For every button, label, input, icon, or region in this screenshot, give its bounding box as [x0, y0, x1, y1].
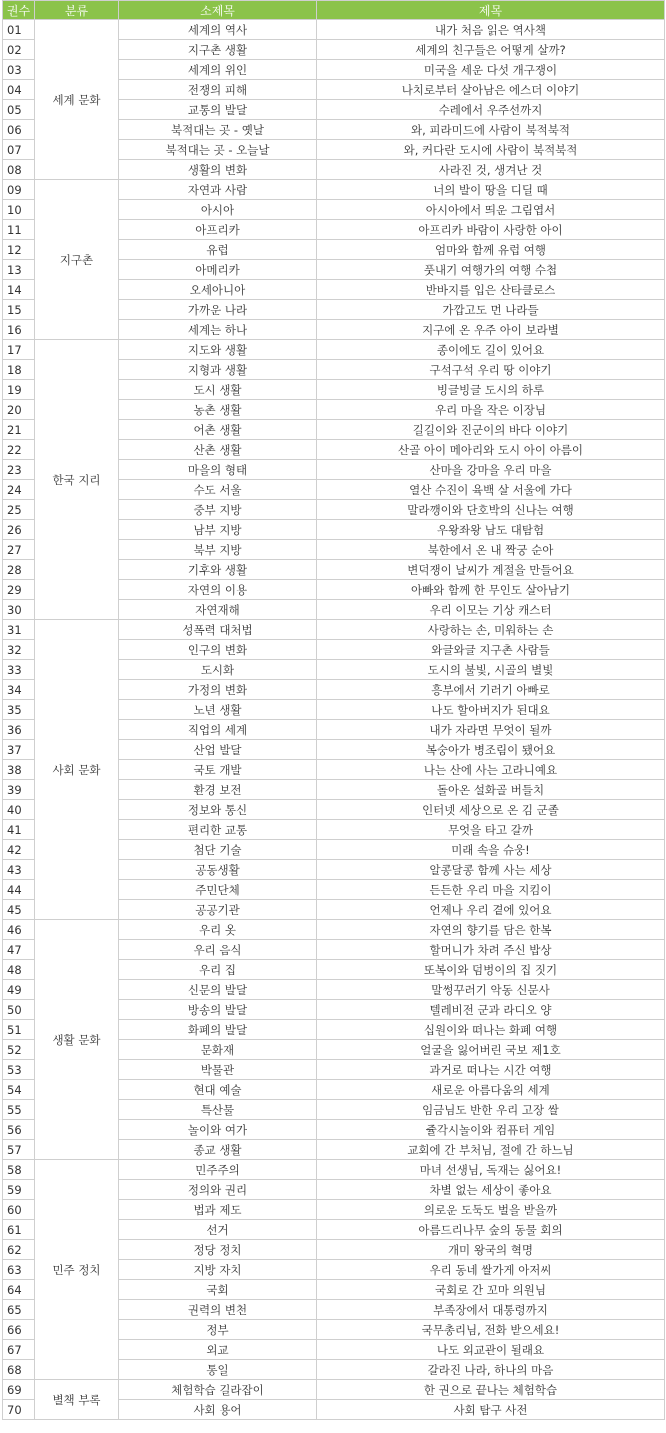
subtitle-cell: 문화재 — [119, 1040, 317, 1060]
subtitle-cell: 중부 지방 — [119, 500, 317, 520]
subtitle-cell: 우리 옷 — [119, 920, 317, 940]
volume-number: 58 — [3, 1160, 35, 1180]
subtitle-cell: 국토 개발 — [119, 760, 317, 780]
table-row — [3, 1380, 665, 1400]
volume-number: 12 — [3, 240, 35, 260]
title-cell: 든든한 우리 마을 지킴이 — [317, 880, 665, 900]
category-cell: 한국 지리 — [35, 340, 119, 620]
volume-number: 22 — [3, 440, 35, 460]
title-cell: 마녀 선생님, 독재는 싫어요! — [317, 1160, 665, 1180]
volume-number: 51 — [3, 1020, 35, 1040]
title-cell: 말라깽이와 단호박의 신나는 여행 — [317, 500, 665, 520]
volume-number: 09 — [3, 180, 35, 200]
volume-number: 49 — [3, 980, 35, 1000]
title-cell: 무엇을 타고 갈까 — [317, 820, 665, 840]
volume-number: 03 — [3, 60, 35, 80]
volume-number: 01 — [3, 20, 35, 40]
title-cell: 사회 탐구 사전 — [317, 1400, 665, 1420]
title-cell: 아프리카 바람이 사랑한 아이 — [317, 220, 665, 240]
title-cell: 나도 할아버지가 된대요 — [317, 700, 665, 720]
header-title: 제목 — [317, 1, 665, 20]
title-cell: 북한에서 온 내 짝궁 순아 — [317, 540, 665, 560]
volume-number: 11 — [3, 220, 35, 240]
title-cell: 새로운 아름다움의 세계 — [317, 1080, 665, 1100]
volume-number: 39 — [3, 780, 35, 800]
volume-number: 41 — [3, 820, 35, 840]
subtitle-cell: 생활의 변화 — [119, 160, 317, 180]
volume-number: 08 — [3, 160, 35, 180]
volume-number: 55 — [3, 1100, 35, 1120]
volume-number: 60 — [3, 1200, 35, 1220]
table-header-row — [3, 1, 665, 20]
volume-number: 19 — [3, 380, 35, 400]
title-cell: 내가 처음 읽은 역사책 — [317, 20, 665, 40]
volume-number: 33 — [3, 660, 35, 680]
title-cell: 흥부에서 기러기 아빠로 — [317, 680, 665, 700]
volume-number: 70 — [3, 1400, 35, 1420]
volume-number: 07 — [3, 140, 35, 160]
category-cell: 사회 문화 — [35, 620, 119, 920]
volume-number: 14 — [3, 280, 35, 300]
volume-number: 25 — [3, 500, 35, 520]
title-cell: 수레에서 우주선까지 — [317, 100, 665, 120]
title-cell: 쥴각시놀이와 컴퓨터 게임 — [317, 1120, 665, 1140]
subtitle-cell: 마을의 형태 — [119, 460, 317, 480]
subtitle-cell: 직업의 세계 — [119, 720, 317, 740]
subtitle-cell: 세계의 역사 — [119, 20, 317, 40]
title-cell: 개미 왕국의 혁명 — [317, 1240, 665, 1260]
title-cell: 과거로 떠나는 시간 여행 — [317, 1060, 665, 1080]
volume-number: 31 — [3, 620, 35, 640]
volume-number: 65 — [3, 1300, 35, 1320]
volume-number: 15 — [3, 300, 35, 320]
table-row — [3, 1160, 665, 1180]
title-cell: 교회에 간 부처님, 절에 간 하느님 — [317, 1140, 665, 1160]
title-cell: 갈라진 나라, 하나의 마음 — [317, 1360, 665, 1380]
volume-number: 66 — [3, 1320, 35, 1340]
subtitle-cell: 가정의 변화 — [119, 680, 317, 700]
volume-number: 54 — [3, 1080, 35, 1100]
title-cell: 도시의 불빛, 시골의 별빛 — [317, 660, 665, 680]
title-cell: 아름드리나무 숲의 동물 회의 — [317, 1220, 665, 1240]
title-cell: 텔레비전 군과 라디오 양 — [317, 1000, 665, 1020]
subtitle-cell: 편리한 교통 — [119, 820, 317, 840]
subtitle-cell: 박물관 — [119, 1060, 317, 1080]
subtitle-cell: 놀이와 여가 — [119, 1120, 317, 1140]
title-cell: 언제나 우리 곁에 있어요 — [317, 900, 665, 920]
title-cell: 우리 마을 작은 이장님 — [317, 400, 665, 420]
volume-number: 24 — [3, 480, 35, 500]
title-cell: 와, 피라미드에 사람이 북적북적 — [317, 120, 665, 140]
title-cell: 열산 수진이 육백 살 서울에 가다 — [317, 480, 665, 500]
volume-number: 43 — [3, 860, 35, 880]
title-cell: 세계의 친구들은 어떻게 살까? — [317, 40, 665, 60]
subtitle-cell: 가까운 나라 — [119, 300, 317, 320]
title-cell: 나도 외교관이 될래요 — [317, 1340, 665, 1360]
volume-number: 32 — [3, 640, 35, 660]
volume-number: 20 — [3, 400, 35, 420]
subtitle-cell: 북부 지방 — [119, 540, 317, 560]
subtitle-cell: 신문의 발달 — [119, 980, 317, 1000]
volume-number: 48 — [3, 960, 35, 980]
subtitle-cell: 산업 발달 — [119, 740, 317, 760]
category-cell: 별책 부록 — [35, 1380, 119, 1420]
subtitle-cell: 어촌 생활 — [119, 420, 317, 440]
subtitle-cell: 인구의 변화 — [119, 640, 317, 660]
volume-number: 16 — [3, 320, 35, 340]
subtitle-cell: 국회 — [119, 1280, 317, 1300]
volume-number: 36 — [3, 720, 35, 740]
volume-number: 52 — [3, 1040, 35, 1060]
volume-number: 42 — [3, 840, 35, 860]
subtitle-cell: 정의와 권리 — [119, 1180, 317, 1200]
title-cell: 산골 아이 메아리와 도시 아이 아름이 — [317, 440, 665, 460]
subtitle-cell: 지구촌 생활 — [119, 40, 317, 60]
title-cell: 지구에 온 우주 아이 보라별 — [317, 320, 665, 340]
title-cell: 와, 커다란 도시에 사람이 북적북적 — [317, 140, 665, 160]
volume-number: 38 — [3, 760, 35, 780]
title-cell: 사라진 것, 생겨난 것 — [317, 160, 665, 180]
title-cell: 길길이와 진군이의 바다 이야기 — [317, 420, 665, 440]
volume-number: 45 — [3, 900, 35, 920]
volume-number: 10 — [3, 200, 35, 220]
subtitle-cell: 사회 용어 — [119, 1400, 317, 1420]
subtitle-cell: 전쟁의 피해 — [119, 80, 317, 100]
subtitle-cell: 방송의 발달 — [119, 1000, 317, 1020]
title-cell: 나는 산에 사는 고라니예요 — [317, 760, 665, 780]
title-cell: 돌아온 설화골 버들치 — [317, 780, 665, 800]
subtitle-cell: 도시화 — [119, 660, 317, 680]
subtitle-cell: 선거 — [119, 1220, 317, 1240]
subtitle-cell: 첨단 기술 — [119, 840, 317, 860]
subtitle-cell: 남부 지방 — [119, 520, 317, 540]
subtitle-cell: 자연의 이용 — [119, 580, 317, 600]
title-cell: 미국을 세운 다섯 개구쟁이 — [317, 60, 665, 80]
title-cell: 변덕쟁이 날씨가 계절을 만들어요 — [317, 560, 665, 580]
volume-number: 27 — [3, 540, 35, 560]
subtitle-cell: 북적대는 곳 - 옛날 — [119, 120, 317, 140]
title-cell: 우리 동네 쌀가게 아저씨 — [317, 1260, 665, 1280]
volume-number: 63 — [3, 1260, 35, 1280]
volume-number: 67 — [3, 1340, 35, 1360]
subtitle-cell: 지형과 생활 — [119, 360, 317, 380]
title-cell: 산마을 강마을 우리 마을 — [317, 460, 665, 480]
title-cell: 말썽꾸러기 악동 신문사 — [317, 980, 665, 1000]
volume-number: 26 — [3, 520, 35, 540]
table-row — [3, 20, 665, 40]
table-row — [3, 620, 665, 640]
volume-number: 47 — [3, 940, 35, 960]
title-cell: 임금님도 반한 우리 고장 쌀 — [317, 1100, 665, 1120]
subtitle-cell: 환경 보전 — [119, 780, 317, 800]
subtitle-cell: 성폭력 대처법 — [119, 620, 317, 640]
volume-number: 28 — [3, 560, 35, 580]
title-cell: 반바지를 입은 산타클로스 — [317, 280, 665, 300]
subtitle-cell: 교통의 발달 — [119, 100, 317, 120]
header-category: 분류 — [35, 1, 119, 20]
title-cell: 미래 속을 슈웅! — [317, 840, 665, 860]
volume-number: 23 — [3, 460, 35, 480]
subtitle-cell: 정당 정치 — [119, 1240, 317, 1260]
table-row — [3, 340, 665, 360]
title-cell: 아시아에서 띄운 그림엽서 — [317, 200, 665, 220]
subtitle-cell: 북적대는 곳 - 오늘날 — [119, 140, 317, 160]
subtitle-cell: 아메리카 — [119, 260, 317, 280]
subtitle-cell: 특산물 — [119, 1100, 317, 1120]
title-cell: 또복이와 덤벙이의 집 짓기 — [317, 960, 665, 980]
subtitle-cell: 주민단체 — [119, 880, 317, 900]
title-cell: 구석구석 우리 땅 이야기 — [317, 360, 665, 380]
subtitle-cell: 민주주의 — [119, 1160, 317, 1180]
volume-number: 56 — [3, 1120, 35, 1140]
subtitle-cell: 산촌 생활 — [119, 440, 317, 460]
volume-number: 62 — [3, 1240, 35, 1260]
category-cell: 민주 정치 — [35, 1160, 119, 1380]
volume-number: 29 — [3, 580, 35, 600]
subtitle-cell: 외교 — [119, 1340, 317, 1360]
volume-number: 69 — [3, 1380, 35, 1400]
table-row — [3, 920, 665, 940]
title-cell: 풋내기 여행가의 여행 수첩 — [317, 260, 665, 280]
volume-number: 44 — [3, 880, 35, 900]
volume-number: 02 — [3, 40, 35, 60]
subtitle-cell: 도시 생활 — [119, 380, 317, 400]
subtitle-cell: 우리 음식 — [119, 940, 317, 960]
subtitle-cell: 자연재해 — [119, 600, 317, 620]
title-cell: 의로운 도둑도 벌을 받을까 — [317, 1200, 665, 1220]
subtitle-cell: 종교 생활 — [119, 1140, 317, 1160]
title-cell: 인터넷 세상으로 온 김 군졸 — [317, 800, 665, 820]
volume-number: 64 — [3, 1280, 35, 1300]
subtitle-cell: 통일 — [119, 1360, 317, 1380]
volume-number: 50 — [3, 1000, 35, 1020]
subtitle-cell: 공공기관 — [119, 900, 317, 920]
title-cell: 할머니가 차려 주신 밥상 — [317, 940, 665, 960]
subtitle-cell: 법과 제도 — [119, 1200, 317, 1220]
volume-number: 21 — [3, 420, 35, 440]
subtitle-cell: 아프리카 — [119, 220, 317, 240]
volume-number: 35 — [3, 700, 35, 720]
title-cell: 내가 자라면 무엇이 될까 — [317, 720, 665, 740]
subtitle-cell: 체험학습 길라잡이 — [119, 1380, 317, 1400]
volume-number: 13 — [3, 260, 35, 280]
title-cell: 부족장에서 대통령까지 — [317, 1300, 665, 1320]
title-cell: 자연의 향기를 담은 한복 — [317, 920, 665, 940]
volume-number: 46 — [3, 920, 35, 940]
title-cell: 종이에도 길이 있어요 — [317, 340, 665, 360]
title-cell: 국회로 간 꼬마 의원님 — [317, 1280, 665, 1300]
volume-number: 68 — [3, 1360, 35, 1380]
title-cell: 우리 이모는 기상 캐스터 — [317, 600, 665, 620]
subtitle-cell: 유럽 — [119, 240, 317, 260]
subtitle-cell: 권력의 변천 — [119, 1300, 317, 1320]
subtitle-cell: 공동생활 — [119, 860, 317, 880]
category-cell: 세계 문화 — [35, 20, 119, 180]
subtitle-cell: 아시아 — [119, 200, 317, 220]
volume-number: 57 — [3, 1140, 35, 1160]
subtitle-cell: 자연과 사람 — [119, 180, 317, 200]
subtitle-cell: 세계는 하나 — [119, 320, 317, 340]
title-cell: 사랑하는 손, 미워하는 손 — [317, 620, 665, 640]
category-cell: 지구촌 — [35, 180, 119, 340]
subtitle-cell: 지방 자치 — [119, 1260, 317, 1280]
subtitle-cell: 우리 집 — [119, 960, 317, 980]
title-cell: 알콩달콩 함께 사는 세상 — [317, 860, 665, 880]
title-cell: 우왕좌왕 남도 대탐험 — [317, 520, 665, 540]
title-cell: 차별 없는 세상이 좋아요 — [317, 1180, 665, 1200]
header-volume: 권수 — [3, 1, 35, 20]
volume-number: 37 — [3, 740, 35, 760]
volume-number: 59 — [3, 1180, 35, 1200]
volume-number: 40 — [3, 800, 35, 820]
subtitle-cell: 농촌 생활 — [119, 400, 317, 420]
title-cell: 국무총리님, 전화 받으세요! — [317, 1320, 665, 1340]
title-cell: 너의 발이 땅을 디딜 때 — [317, 180, 665, 200]
subtitle-cell: 화폐의 발달 — [119, 1020, 317, 1040]
volume-number: 34 — [3, 680, 35, 700]
subtitle-cell: 지도와 생활 — [119, 340, 317, 360]
volume-number: 53 — [3, 1060, 35, 1080]
volume-number: 18 — [3, 360, 35, 380]
subtitle-cell: 정부 — [119, 1320, 317, 1340]
subtitle-cell: 수도 서울 — [119, 480, 317, 500]
title-cell: 엄마와 함께 유럽 여행 — [317, 240, 665, 260]
volume-number: 06 — [3, 120, 35, 140]
header-subtitle: 소제목 — [119, 1, 317, 20]
title-cell: 얼굴을 잃어버린 국보 제1호 — [317, 1040, 665, 1060]
title-cell: 한 권으로 끝나는 체험학습 — [317, 1380, 665, 1400]
table-body — [3, 20, 665, 1420]
book-list-table — [2, 0, 665, 1420]
title-cell: 빙글빙글 도시의 하루 — [317, 380, 665, 400]
volume-number: 61 — [3, 1220, 35, 1240]
subtitle-cell: 기후와 생활 — [119, 560, 317, 580]
volume-number: 17 — [3, 340, 35, 360]
volume-number: 30 — [3, 600, 35, 620]
category-cell: 생활 문화 — [35, 920, 119, 1160]
title-cell: 가깝고도 먼 나라들 — [317, 300, 665, 320]
subtitle-cell: 오세아니아 — [119, 280, 317, 300]
subtitle-cell: 노년 생활 — [119, 700, 317, 720]
title-cell: 십원이와 떠나는 화폐 여행 — [317, 1020, 665, 1040]
title-cell: 와글와글 지구촌 사람들 — [317, 640, 665, 660]
table-row — [3, 180, 665, 200]
title-cell: 아빠와 함께 한 무인도 살아남기 — [317, 580, 665, 600]
subtitle-cell: 세계의 위인 — [119, 60, 317, 80]
subtitle-cell: 정보와 통신 — [119, 800, 317, 820]
volume-number: 04 — [3, 80, 35, 100]
volume-number: 05 — [3, 100, 35, 120]
title-cell: 복숭아가 병조림이 됐어요 — [317, 740, 665, 760]
subtitle-cell: 현대 예술 — [119, 1080, 317, 1100]
title-cell: 나치로부터 살아남은 에스더 이야기 — [317, 80, 665, 100]
